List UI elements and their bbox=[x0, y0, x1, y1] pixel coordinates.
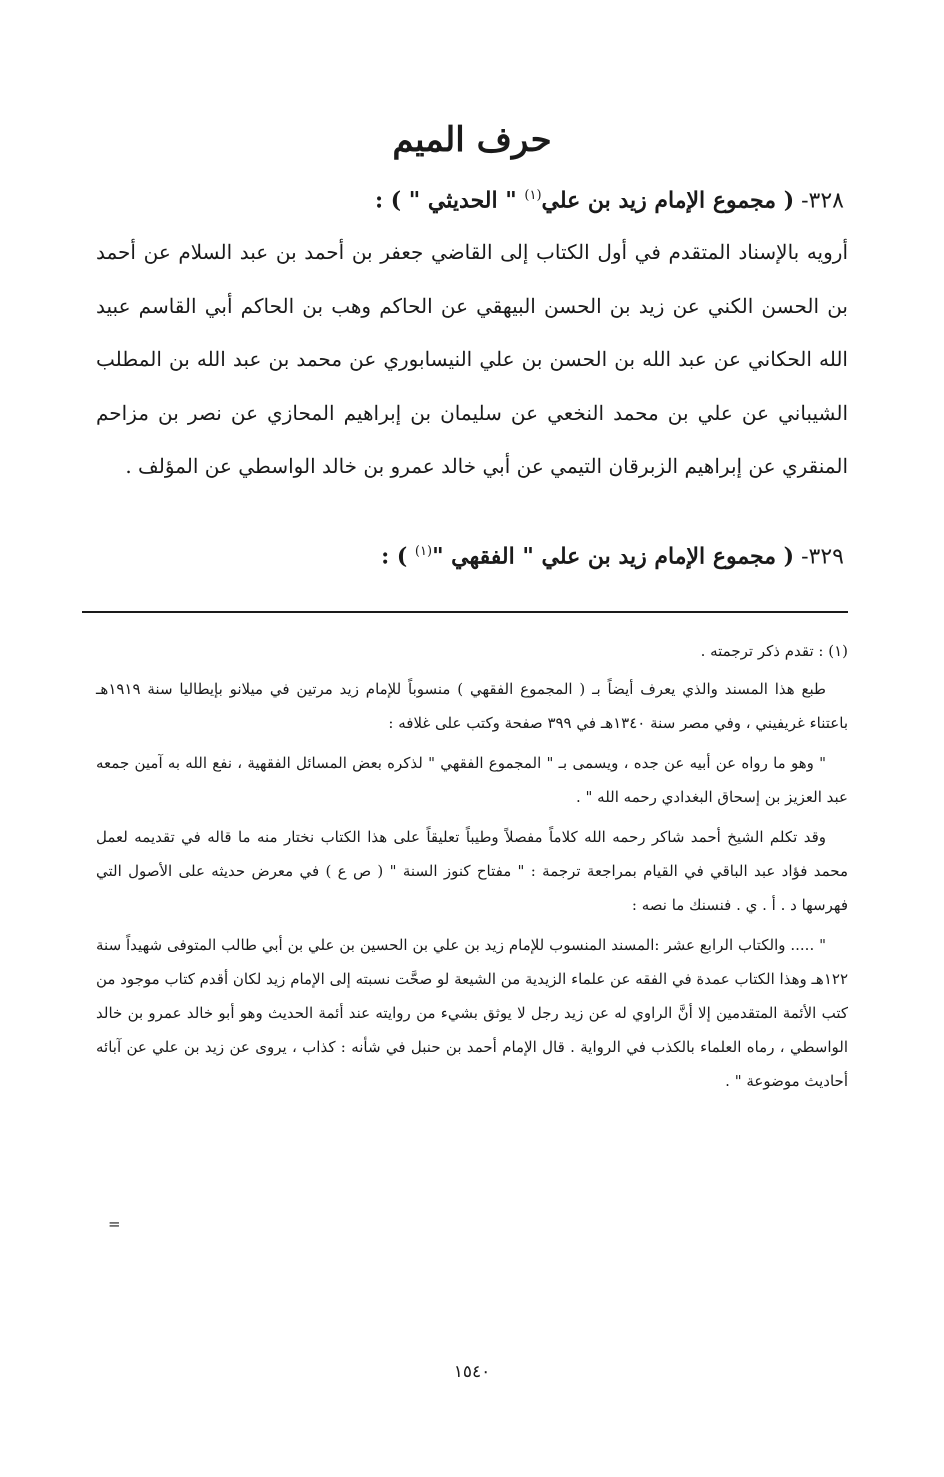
footnote-paragraph-3: وقد تكلم الشيخ أحمد شاكر رحمه الله كلاماً مفصلاً وطيباً تعليقاً على هذا الكتاب نختار منه ما قاله في تقديمه لعمل محمد فؤاد عبد الباقي في القيام بمراجعة ترجمة : " مفتاح كنوز السنة " ( ص ع ) في معرض حديثه على الأصول التي فهرسها د . أ . ي . فنسنك ما نصه : bbox=[96, 828, 848, 914]
entry-328-footnote-ref[interactable]: (١) bbox=[524, 188, 542, 203]
footnote-paragraph-2: " وهو ما رواه عن أبيه عن جده ، ويسمى بـ " المجموع الفقهي " لذكره بعض المسائل الفقهية ، نفع الله به آمين جمعه عبد العزيز بن إسحاق البغدادي رحمه الله " . bbox=[96, 754, 848, 806]
entry-329-number: ٣٢٩- bbox=[794, 544, 844, 570]
entry-329-title: ( مجموع الإمام زيد بن علي " الفقهي " bbox=[432, 543, 795, 570]
entry-329-heading bbox=[84, 534, 844, 575]
continuation-mark: = bbox=[108, 1215, 121, 1233]
entry-328-body: أرويه بالإسناد المتقدم في أول الكتاب إلى القاضي جعفر بن أحمد بن عبد السلام عن أحمد بن الحسن الكني عن زيد بن الحسن البيهقي عن الحاكم وهب بن الحاكم أبي القاسم عبيد الله الحكاني عن عبد الله بن الحسن بن علي النيسابوري عن محمد بن عبد الله بن المطلب الشيباني عن علي بن محمد النخعي عن سليمان بن إبراهيم المحازي عن نصر بن مزاحم المنقري عن إبراهيم الزبرقان التيمي عن أبي خالد عمرو بن خالد الواسطي عن المؤلف . bbox=[96, 240, 848, 478]
footnote-paragraph-4: " ..... والكتاب الرابع عشر :المسند المنسوب للإمام زيد بن علي بن الحسين بن علي بن أبي طالب المتوفى شهيداً سنة ١٢٢هـ وهذا الكتاب عمدة في الفقه عن علماء الزيدية من الشيعة لو صحَّت نسبته إلى الإمام زيد لكان أقدم كتاب موجود من كتب الأئمة المتقدمين إلا أنَّ الراوي له عن زيد رجل لا يوثق بشيء من روايته عند أئمة الحديث وهو أبو خالد عمرو بن خالد الواسطي ، رماه العلماء بالكذب في الرواية . قال الإمام أحمد بن حنبل في شأنه : كذاب ، يروى عن زيد بن علي عن آبائه أحاديث موضوعة " . bbox=[96, 936, 848, 1090]
chapter-title: حرف الميم bbox=[392, 120, 552, 160]
entry-328-heading bbox=[84, 178, 844, 219]
entry-328-title-tail: " الحديثي " ) : bbox=[374, 187, 525, 214]
footnotes-section bbox=[96, 634, 848, 1104]
entry-328-number: ٣٢٨- bbox=[794, 188, 844, 214]
entry-329-footnote-ref[interactable]: (١) bbox=[414, 544, 433, 559]
footnote-divider bbox=[82, 611, 848, 613]
footnote-paragraph-1: طبع هذا المسند والذي يعرف أيضاً بـ ( المجموع الفقهي ) منسوباً للإمام زيد مرتين في ميلانو بإيطاليا سنة ١٩١٩هـ باعتناء غريفيني ، وفي مصر سنة ١٣٤٠هـ في ٣٩٩ صفحة وكتب على غلافه : bbox=[96, 680, 848, 732]
page-number: ١٥٤٠ bbox=[453, 1362, 491, 1382]
footnote-1-marker: (١) : تقدم ذكر ترجمته . bbox=[700, 642, 848, 660]
entry-328-title: ( مجموع الإمام زيد بن علي bbox=[541, 187, 795, 214]
entry-329-title-tail: ) : bbox=[381, 543, 415, 570]
